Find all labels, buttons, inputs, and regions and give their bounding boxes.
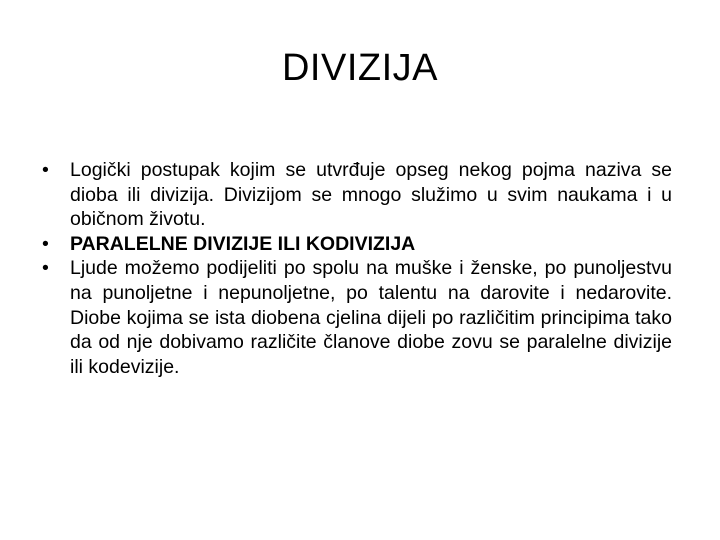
bullet-item-definition: [42, 158, 672, 232]
bullet-item-heading: [42, 232, 672, 257]
bullet-item-example: [42, 256, 672, 379]
bullet-text-heading: PARALELNE DIVIZIJE ILI KODIVIZIJA: [70, 232, 416, 255]
bullet-text-definition: Logički postupak kojim se utvrđuje opseg nekog pojma naziva se dioba ili divizija. Divizijom se mnogo služimo u svim naukama i u običnom životu.: [70, 159, 672, 231]
bullet-icon: •: [42, 257, 49, 280]
bullet-text-example: Ljude možemo podijeliti po spolu na muške i ženske, po punoljestvu na punoljetne i nepunoljetne, po talentu na darovite i nedarovite. Diobe kojima se ista diobena cjelina dijeli po različitim principima tako da od nje dobivamo različite članove diobe zovu se paralelne divizije ili kodevizije.: [70, 257, 672, 378]
bullet-list: [42, 158, 672, 379]
bullet-icon: •: [42, 159, 49, 181]
slide-title: DIVIZIJA: [281, 47, 439, 89]
bullet-icon: •: [42, 232, 49, 255]
